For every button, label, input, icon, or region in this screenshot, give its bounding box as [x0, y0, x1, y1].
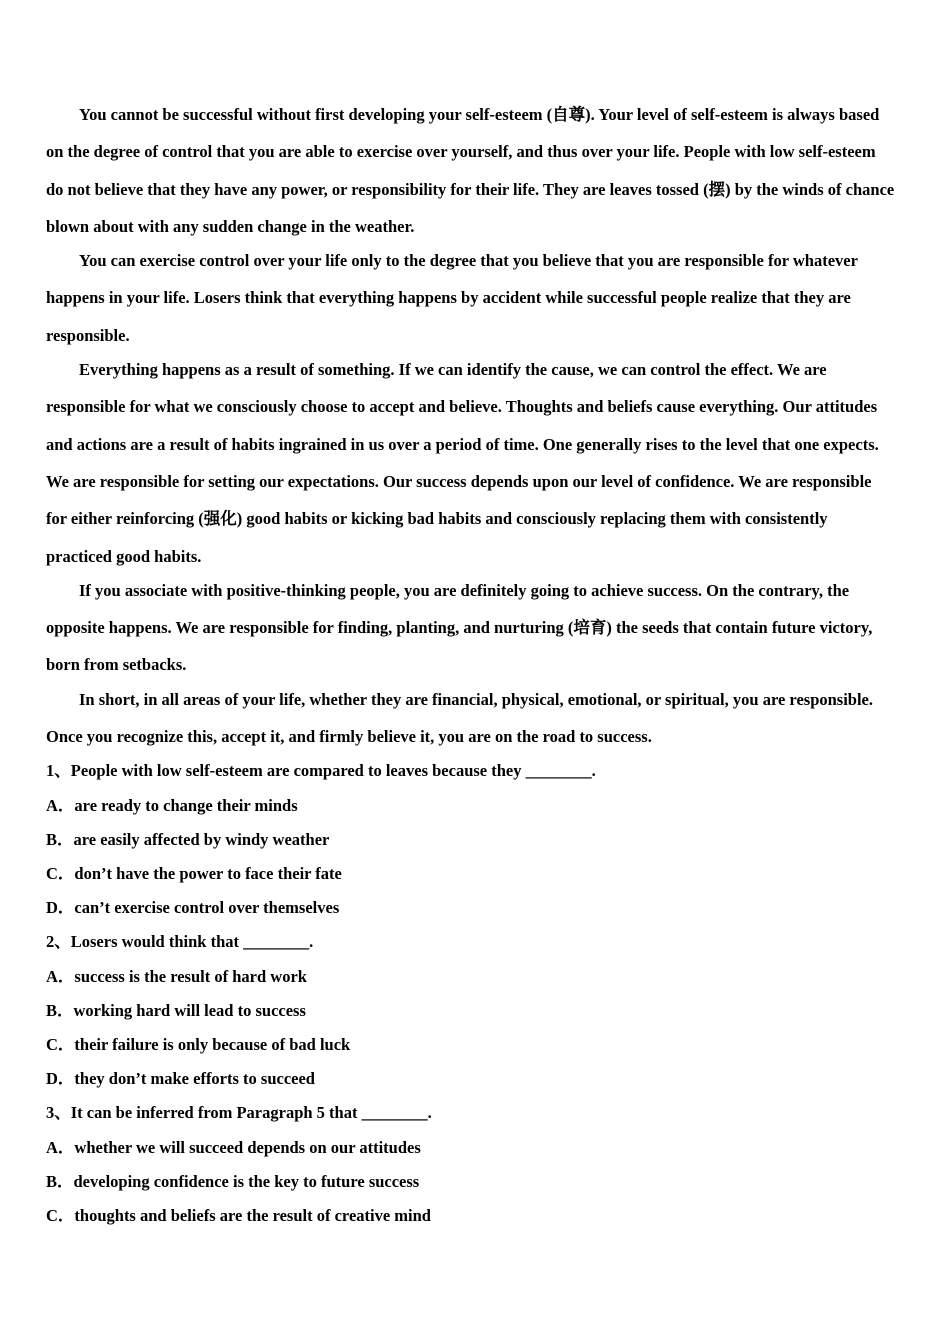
passage-paragraph-2: You can exercise control over your life only to the degree that you believe that you are responsible for whatever happens in your life. Losers think that everything happens by accident while successful people realize that they are responsible.	[46, 251, 858, 345]
option-d: D．can’t exercise control over themselves	[46, 898, 340, 918]
option-a: A．are ready to change their minds	[46, 795, 298, 815]
option-a: A．success is the result of hard work	[46, 966, 307, 986]
option-c: C．thoughts and beliefs are the result of creative mind	[46, 1205, 431, 1225]
question-stem: 2、Losers would think that ________.	[46, 932, 314, 952]
reading-passage	[46, 96, 896, 755]
option-c: C．don’t have the power to face their fate	[46, 863, 342, 883]
question-1	[46, 754, 896, 925]
question-list	[46, 754, 896, 1233]
question-stem: 3、It can be inferred from Paragraph 5 that ________.	[46, 1103, 432, 1123]
question-2	[46, 925, 896, 1096]
question-stem: 1、People with low self-esteem are compared to leaves because they ________.	[46, 761, 596, 781]
option-c: C．their failure is only because of bad luck	[46, 1034, 351, 1054]
option-b: B．working hard will lead to success	[46, 1000, 306, 1020]
option-b: B．are easily affected by windy weather	[46, 829, 330, 849]
option-a: A．whether we will succeed depends on our attitudes	[46, 1137, 421, 1157]
option-b: B．developing confidence is the key to future success	[46, 1171, 420, 1191]
passage-paragraph-5: In short, in all areas of your life, whether they are financial, physical, emotional, or spiritual, you are responsible. Once you recognize this, accept it, and firmly believe it, you are on the road to success.	[46, 689, 874, 747]
option-d: D．they don’t make efforts to succeed	[46, 1069, 315, 1089]
question-3	[46, 1096, 896, 1233]
passage-paragraph-1: You cannot be successful without first developing your self-esteem (自尊). Your level of self-esteem is always based on the degree of control that you are able to exercise over yourself, and thus over your life. People with low self-esteem do not believe that they have any power, or responsibility for their life. They are leaves tossed (摆) by the winds of chance blown about with any sudden change in the weather.	[46, 105, 895, 236]
document-page	[46, 96, 896, 1233]
passage-paragraph-4: If you associate with positive-thinking people, you are definitely going to achieve success. On the contrary, the opposite happens. We are responsible for finding, planting, and nurturing (培育) the seeds that contain future victory, born from setbacks.	[46, 580, 873, 675]
passage-paragraph-3: Everything happens as a result of something. If we can identify the cause, we can control the effect. We are responsible for what we consciously choose to accept and believe. Thoughts and beliefs cause everything. Our attitudes and actions are a result of habits ingrained in us over a period of time. One generally rises to the level that one expects. We are responsible for setting our expectations. Our success depends upon our level of confidence. We are responsible for either reinforcing (强化) good habits or kicking bad habits and consciously replacing them with consistently practiced good habits.	[46, 360, 879, 566]
